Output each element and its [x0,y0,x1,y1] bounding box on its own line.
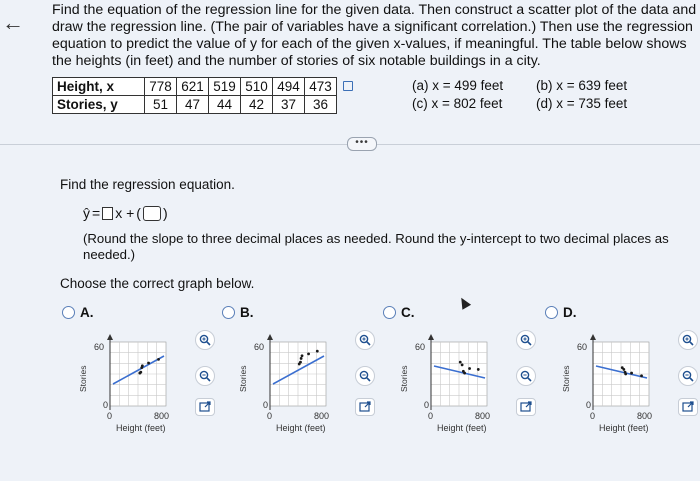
radio-circle[interactable] [62,306,75,319]
y-tick-label: 0 [103,400,109,410]
part-a: (a) x = 499 feet [412,78,504,93]
yhat-symbol: ŷ [83,205,90,221]
magnifier-minus-icon [359,370,371,382]
mouse-cursor-icon [457,295,471,310]
zoom-out-icon[interactable] [195,366,215,386]
y-axis-label: Stories [561,365,571,392]
table-cell: 510 [241,78,273,96]
data-point [477,368,480,371]
equals-sign: = [92,205,101,221]
open-new-window-icon [196,399,214,415]
table-row [53,96,337,114]
x-tick-label: 0 [590,411,596,421]
parts-right [536,77,627,113]
data-point [139,371,142,374]
magnifier-minus-icon [520,370,532,382]
radio-circle[interactable] [545,306,558,319]
graph-prompt: Choose the correct graph below. [60,276,255,291]
option-radio-c[interactable] [383,305,415,320]
external-link-icon[interactable] [195,398,215,416]
y-axis-arrow [428,334,434,340]
data-point [630,372,633,375]
option-radio-b[interactable] [222,305,254,320]
part-d: (d) x = 735 feet [536,96,628,111]
intercept-paren-close: ) [162,205,168,221]
data-point [300,357,303,360]
option-letter: C. [401,305,415,320]
x-tick-label: 0 [428,411,434,421]
table-row [53,78,337,96]
open-new-window-icon [356,399,374,415]
data-point [622,368,625,371]
x-axis-label: Height (feet) [599,423,649,433]
table-cell: 51 [145,96,177,114]
zoom-out-icon[interactable] [355,366,375,386]
data-point [316,350,319,353]
x-axis-label: Height (feet) [437,423,487,433]
copy-icon[interactable] [343,81,353,91]
x-axis-label: Height (feet) [116,423,166,433]
y-tick-label: 0 [424,400,430,410]
regression-prompt: Find the regression equation. [60,177,235,192]
y-axis-arrow [590,334,596,340]
option-radio-a[interactable] [62,305,94,320]
x-tick-label: 800 [314,411,330,421]
x-tick-label: 0 [267,411,273,421]
y-axis-arrow [267,334,273,340]
scatter-graph[interactable] [385,330,535,440]
radio-circle[interactable] [383,306,396,319]
scatter-graph[interactable] [224,330,374,440]
part-b: (b) x = 639 feet [536,78,628,93]
y-axis-label: Stories [399,365,409,392]
row-header: Stories, y [53,96,145,114]
external-link-icon[interactable] [355,398,375,416]
external-link-icon[interactable] [516,398,536,416]
y-tick-label: 0 [263,400,269,410]
magnifier-plus-icon [199,334,211,346]
data-point [461,363,464,366]
external-link-icon[interactable] [678,398,698,416]
regression-equation [83,205,168,221]
zoom-out-icon[interactable] [516,366,536,386]
intercept-paren-open: ( [136,205,141,221]
zoom-in-icon[interactable] [516,330,536,350]
slope-input[interactable] [102,207,113,220]
data-point [463,372,466,375]
part-c: (c) x = 802 feet [412,96,503,111]
table-cell: 494 [273,78,305,96]
row-header: Height, x [53,78,145,96]
magnifier-minus-icon [199,370,211,382]
option-letter: A. [80,305,94,320]
y-tick-label: 60 [577,342,588,352]
scatter-graph[interactable] [64,330,214,440]
zoom-in-icon[interactable] [678,330,698,350]
table-cell: 36 [305,96,337,114]
y-tick-label: 0 [586,400,592,410]
more-button[interactable]: ••• [347,137,377,151]
option-letter: B. [240,305,254,320]
zoom-in-icon[interactable] [195,330,215,350]
data-point [141,364,144,367]
y-axis-label: Stories [78,365,88,392]
zoom-in-icon[interactable] [355,330,375,350]
x-tick-label: 800 [154,411,170,421]
y-axis-label: Stories [238,365,248,392]
table-cell: 37 [273,96,305,114]
y-axis-arrow [107,334,113,340]
scatter-graph[interactable] [547,330,697,440]
data-point [299,361,302,364]
x-axis-label: Height (feet) [276,423,326,433]
y-tick-label: 60 [94,342,105,352]
rounding-note: (Round the slope to three decimal places as needed. Round the y-intercept to two decimal places as needed.) [83,231,669,262]
table-cell: 47 [177,96,209,114]
problem-statement: Find the equation of the regression line for the given data. Then construct a scatter plot of the data and draw the regression line. (The pair of variables have a significant correlation.) Then use the regression equation to predict the value of y for each of the given x-values, if meaningful. The table below shows the heights (in feet) and the number of stories of six notable buildings in a city. [52,2,697,69]
data-point [301,354,304,357]
data-point [640,374,643,377]
magnifier-minus-icon [682,370,694,382]
intercept-input[interactable] [143,206,161,221]
data-point [307,352,310,355]
data-point [624,373,627,376]
open-new-window-icon [679,399,697,415]
table-cell: 42 [241,96,273,114]
x-tick-label: 800 [637,411,653,421]
magnifier-plus-icon [359,334,371,346]
data-point [468,367,471,370]
open-new-window-icon [517,399,535,415]
x-tick-label: 0 [107,411,113,421]
x-plus-text: x + [115,205,135,221]
data-point [459,361,462,364]
table-cell: 44 [209,96,241,114]
data-table [52,77,337,114]
y-tick-label: 60 [415,342,426,352]
x-tick-label: 800 [475,411,491,421]
magnifier-plus-icon [520,334,532,346]
magnifier-plus-icon [682,334,694,346]
option-letter: D. [563,305,577,320]
option-radio-d[interactable] [545,305,577,320]
data-point [157,358,160,361]
table-cell: 621 [177,78,209,96]
table-cell: 473 [305,78,337,96]
y-tick-label: 60 [254,342,265,352]
data-point [147,362,150,365]
table-cell: 519 [209,78,241,96]
zoom-out-icon[interactable] [678,366,698,386]
radio-circle[interactable] [222,306,235,319]
back-arrow-icon[interactable]: ← [2,10,24,35]
parts-left [412,77,503,113]
table-cell: 778 [145,78,177,96]
